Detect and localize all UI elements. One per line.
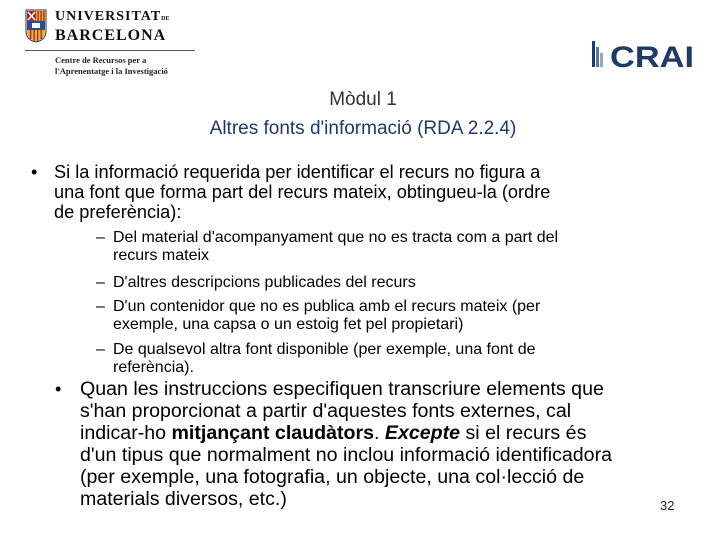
text-line: D'un contenidor que no es publica amb el recurs mateix (per <box>113 298 541 315</box>
university-logo <box>25 7 225 82</box>
bold-italic-text: Excepte <box>384 422 461 444</box>
bullet-marker: • <box>31 162 38 182</box>
crai-logo <box>592 37 696 71</box>
university-word: UNIVERSITAT <box>55 9 162 24</box>
logo-divider <box>25 50 195 51</box>
text-line: referència). <box>113 358 194 376</box>
dash-marker: – <box>96 229 105 246</box>
text-line: De qualsevol altra font disponible (per exemple, una font de <box>113 341 536 358</box>
module-title: Mòdul 1 <box>329 89 397 110</box>
university-name-line2: BARCELONA <box>55 27 167 44</box>
crai-subtitle-line2: l'Aprenentatge i la Investigació <box>55 66 168 76</box>
text-line: de preferència): <box>54 202 182 222</box>
text-span: si el recurs és <box>460 422 587 444</box>
text-line: s'han proporcionat a partir d'aquestes fonts externes, cal <box>80 400 572 422</box>
text-line: materials diversos, etc.) <box>80 488 287 510</box>
university-name-line1 <box>55 9 170 25</box>
dash-marker: – <box>96 298 105 315</box>
text-line: una font que forma part del recurs mateix, obtingueu-la (ordre <box>54 182 551 202</box>
crai-subtitle-line1: Centre de Recursos per a <box>55 55 147 65</box>
bold-text: mitjançant claudàtors <box>171 422 375 444</box>
text-line: Del material d'acompanyament que no es tracta com a part del <box>113 229 559 246</box>
text-span: . <box>374 422 385 444</box>
text-line: Si la informació requerida per identificar el recurs no figura a <box>54 162 541 182</box>
sub-item-4 <box>113 341 703 376</box>
sub-item-1 <box>113 229 703 264</box>
slide-title: Altres fonts d'informació (RDA 2.2.4) <box>209 118 517 139</box>
text-line: D'altres descripcions publicades del recurs <box>113 274 416 291</box>
bullet-1-text <box>54 162 714 222</box>
university-de: DE <box>161 16 170 22</box>
page-number: 32 <box>660 498 675 513</box>
bullet-2-text <box>80 378 710 510</box>
text-line: recurs mateix <box>113 246 210 264</box>
shield-icon <box>25 9 47 43</box>
sub-item-3 <box>113 298 703 333</box>
crai-logo-text: CRAI <box>610 41 694 71</box>
dash-marker: – <box>96 341 105 358</box>
text-line: (per exemple, una fotografia, un objecte, una col·lecció de <box>80 466 585 488</box>
text-line: d'un tipus que normalment no inclou informació identificadora <box>80 444 612 466</box>
bullet-marker: • <box>55 379 62 399</box>
sub-item-2 <box>113 274 703 292</box>
text-line <box>80 422 710 444</box>
text-line: Quan les instruccions especifiquen transcriure elements que <box>80 378 604 400</box>
text-line: exemple, una capsa o un estoig fet pel propietari) <box>113 315 464 333</box>
dash-marker: – <box>96 274 105 291</box>
text-span: indicar-ho <box>80 422 172 444</box>
